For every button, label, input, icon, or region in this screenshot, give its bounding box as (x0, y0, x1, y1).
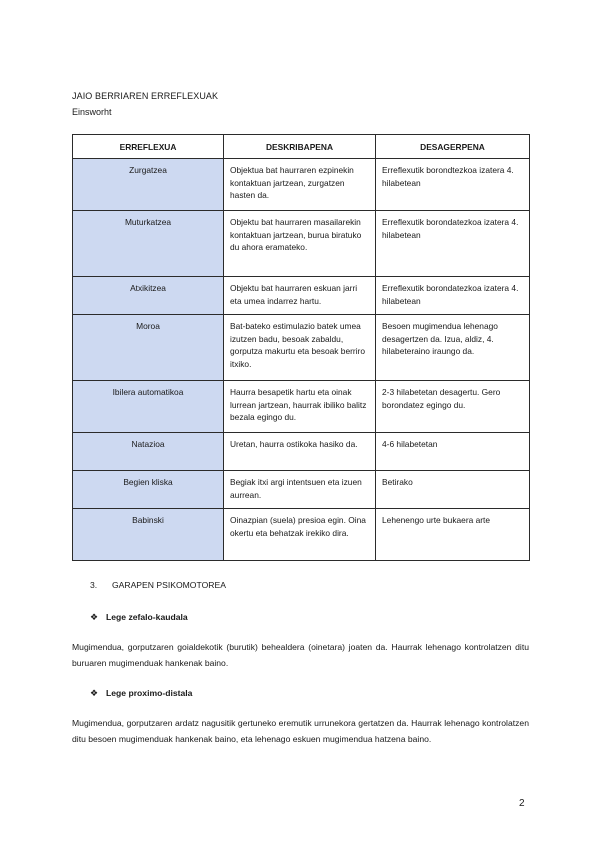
reflex-disappearance-cell: Betirako (376, 471, 530, 509)
law-heading-cephalocaudal (90, 612, 188, 623)
reflex-disappearance-cell: Erreflexutik borondtezkoa izatera 4. hilabetean (376, 159, 530, 211)
table-row (73, 509, 530, 561)
reflex-name-cell: Ibilera automatikoa (73, 381, 224, 433)
document-subtitle: Einsworht (72, 107, 112, 117)
table-row (73, 277, 530, 315)
reflex-disappearance-cell: Erreflexutik borondatezkoa izatera 4. hilabetean (376, 277, 530, 315)
reflex-description-cell: Begiak itxi argi intentsuen eta izuen aurrean. (224, 471, 376, 509)
table-row (73, 471, 530, 509)
section-heading (90, 580, 226, 590)
reflex-disappearance-cell: Besoen mugimendua lehenago desagertzen da. Izua, aldiz, 4. hilabeteraino iraungo da. (376, 315, 530, 381)
law-paragraph: Mugimendua, gorputzaren goialdekotik (burutik) behealdera (oinetara) joaten da. Haurrak lehenago kontrolatzen ditu buruaren mugimenduak hankenak baino. (72, 642, 529, 668)
law-title: Lege proximo-distala (106, 688, 193, 698)
column-header-description: DESKRIBAPENA (224, 135, 376, 159)
law-heading-proximodistal (90, 688, 192, 699)
section-title: GARAPEN PSIKOMOTOREA (111, 580, 226, 590)
reflex-description-cell: Objektua bat haurraren ezpinekin kontaktuan jartzean, zurgatzen hasten da. (224, 159, 376, 211)
reflex-name-cell: Muturkatzea (73, 211, 224, 277)
section-number: 3. (90, 580, 98, 590)
reflex-disappearance-cell: 4-6 hilabetetan (376, 433, 530, 471)
reflex-description-cell: Objektu bat haurraren masailarekin kontaktuan jartzean, burua biratuko du ahora eramateko. (224, 211, 376, 277)
law-title: Lege zefalo-kaudala (106, 612, 188, 622)
table-header-row (73, 135, 530, 159)
reflex-disappearance-cell: 2-3 hilabetetan desagertu. Gero borondatez egingo du. (376, 381, 530, 433)
reflex-description-cell: Bat-bateko estimulazio batek umea izutzen badu, besoak zabaldu, gorputza makurtu eta besoak berriro itxiko. (224, 315, 376, 381)
reflex-description-cell: Haurra besapetik hartu eta oinak lurrean jartzean, haurrak ibiliko balitz bezala egingo du. (224, 381, 376, 433)
table-row (73, 433, 530, 471)
reflex-name-cell: Babinski (73, 509, 224, 561)
reflex-name-cell: Begien kliska (73, 471, 224, 509)
diamond-bullet-icon: ❖ (90, 688, 99, 698)
reflexes-table (72, 134, 530, 561)
law-paragraph: Mugimendua, gorputzaren ardatz nagusitik gertuneko eremutik urrunekora gertatzen da. Haurrak lehenago kontrolatzen ditu besoen mugimenduak hankenak baino, eta lehenago eskuen mugimendua hatzena baino. (72, 718, 529, 744)
table-row (73, 159, 530, 211)
document-title: JAIO BERRIAREN ERREFLEXUAK (72, 91, 219, 101)
reflex-disappearance-cell: Erreflexutik borondatezkoa izatera 4. hilabetean (376, 211, 530, 277)
reflex-name-cell: Natazioa (73, 433, 224, 471)
reflex-description-cell: Oinazpian (suela) presioa egin. Oina okertu eta behatzak irekiko dira. (224, 509, 376, 561)
reflex-name-cell: Zurgatzea (73, 159, 224, 211)
reflex-name-cell: Atxikitzea (73, 277, 224, 315)
table-row (73, 315, 530, 381)
diamond-bullet-icon: ❖ (90, 612, 99, 622)
reflex-disappearance-cell: Lehenengo urte bukaera arte (376, 509, 530, 561)
page-number: 2 (519, 798, 525, 809)
reflex-description-cell: Objektu bat haurraren eskuan jarri eta umea indarrez hartu. (224, 277, 376, 315)
column-header-reflex: ERREFLEXUA (73, 135, 224, 159)
reflex-description-cell: Uretan, haurra ostikoka hasiko da. (224, 433, 376, 471)
reflex-name-cell: Moroa (73, 315, 224, 381)
column-header-disappearance: DESAGERPENA (376, 135, 530, 159)
table-row (73, 211, 530, 277)
table-row (73, 381, 530, 433)
